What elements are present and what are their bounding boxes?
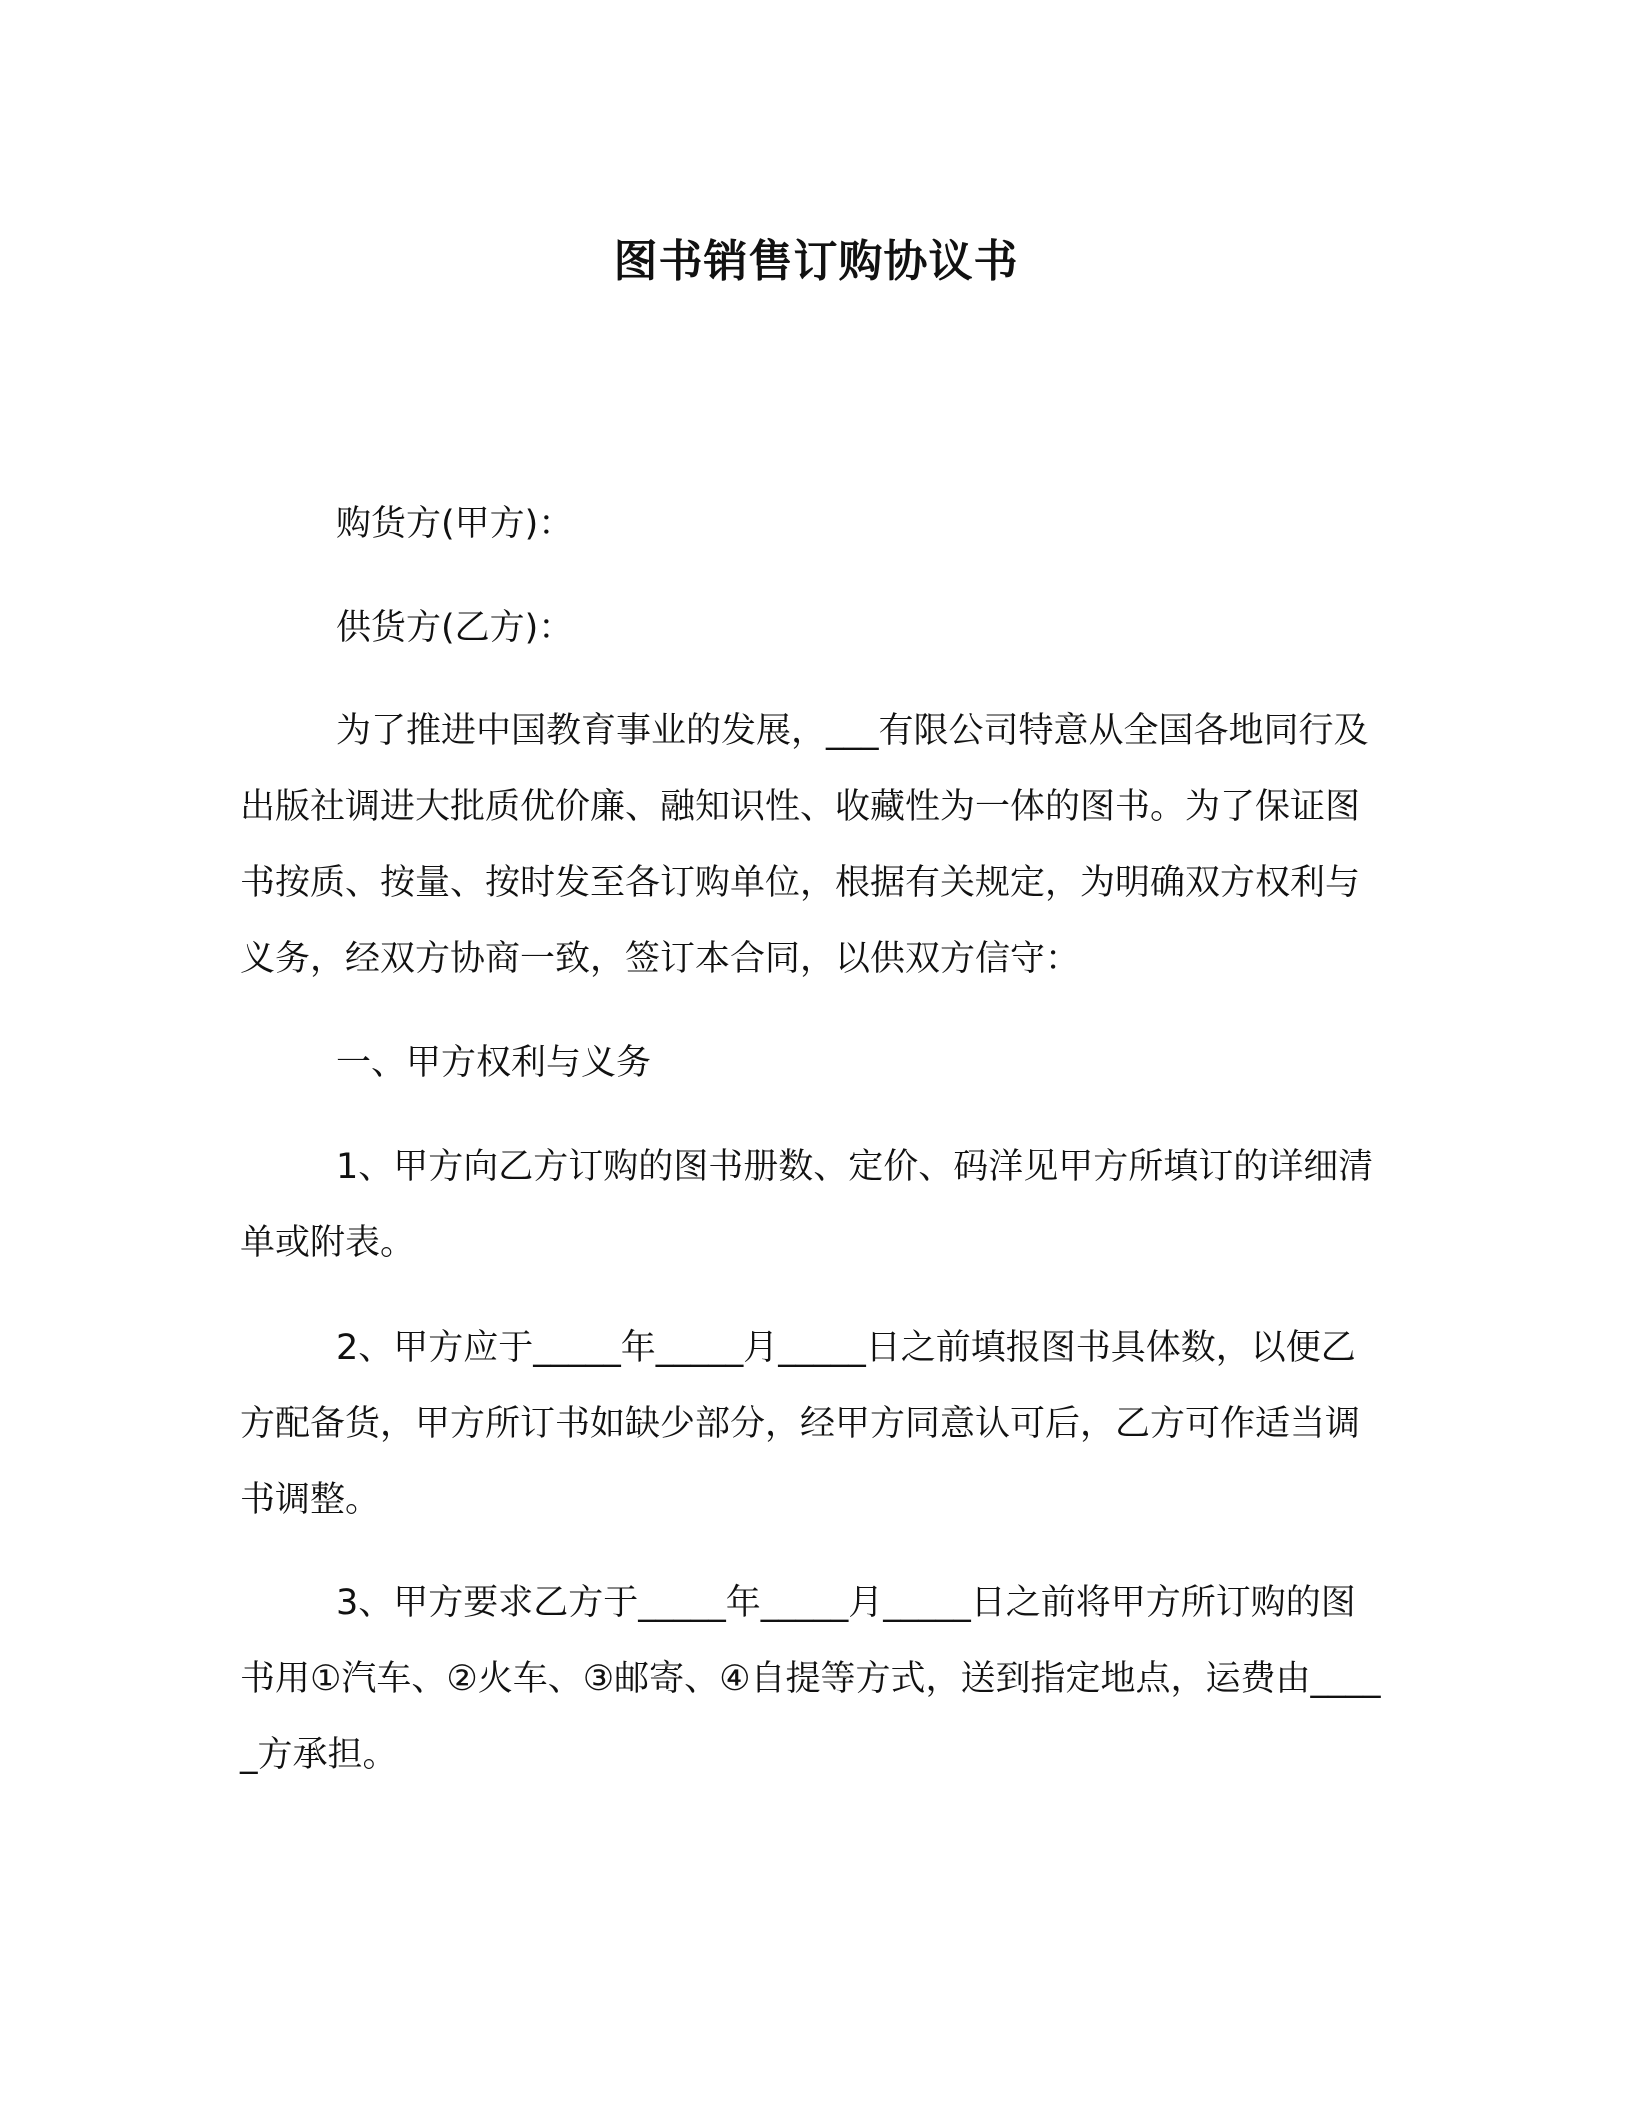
clause-2: 2、甲方应于_____年_____月_____日之前填报图书具体数，以便乙方配备货，甲方所订书如缺少部分，经甲方同意认可后，乙方可作适当调书调整。	[240, 1328, 1361, 1520]
document-title: 图书销售订购协议书	[613, 236, 1019, 287]
intro-block	[240, 693, 1390, 997]
clause-1: 1、甲方向乙方订购的图书册数、定价、码洋见甲方所填订的详细清单或附表。	[240, 1147, 1374, 1263]
clause-2-block	[240, 1310, 1390, 1538]
section-heading: 一、甲方权利与义务	[336, 1043, 652, 1083]
intro-paragraph: 为了推进中国教育事业的发展，___有限公司特意从全国各地同行及出版社调进大批质优价廉、融知识性、收藏性为一体的图书。为了保证图书按质、按量、按时发至各订购单位，根据有关规定，为明确双方权利与义务，经双方协商一致，签订本合同，以供双方信守：	[240, 711, 1369, 979]
clause-1-block	[240, 1129, 1390, 1281]
supplier-label: 供货方(乙方)：	[336, 608, 574, 648]
clause-3: 3、甲方要求乙方于_____年_____月_____日之前将甲方所订购的图书用①汽车、②火车、③邮寄、④自提等方式，送到指定地点，运费由_____方承担。	[240, 1583, 1381, 1775]
clause-3-block	[240, 1565, 1390, 1793]
buyer-label: 购货方(甲方)：	[336, 504, 574, 544]
